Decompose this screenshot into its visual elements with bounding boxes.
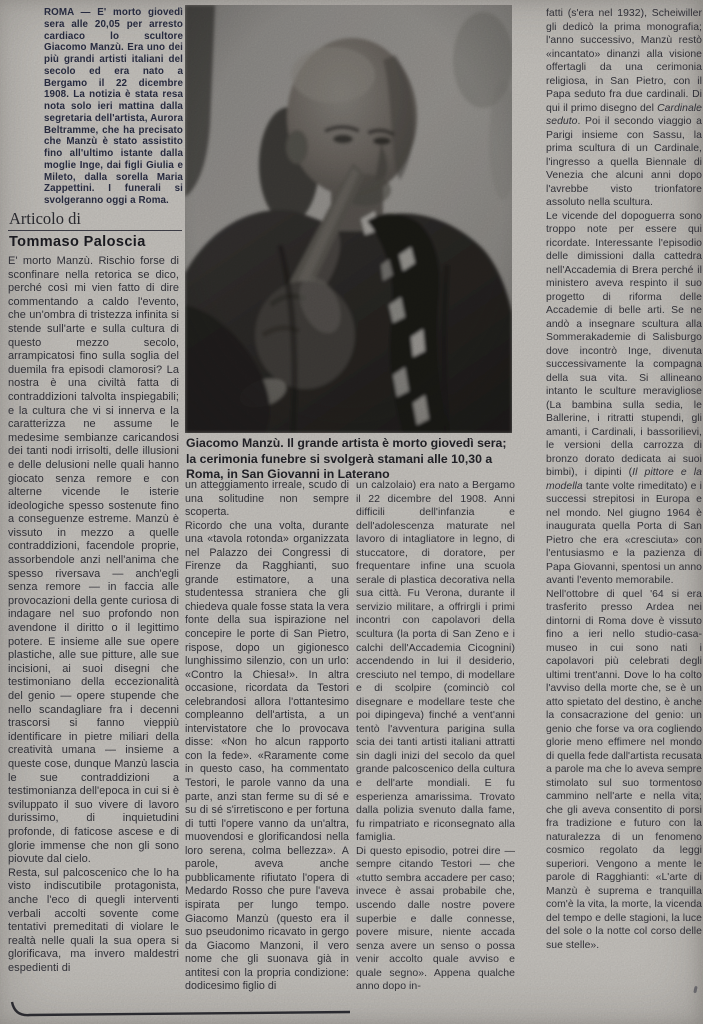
article-column-1	[8, 255, 179, 1011]
photo-manzu	[185, 5, 512, 433]
paragraph: Nell'ottobre di quel '64 si era trasferito presso Ardea nei dintorni di Roma dove è vissuto fino a ieri nello studio-casa-museo in cui sono nati i capolavori più celebrati degli ultimi trent'anni. Dove lo ha colto l'avviso della morte che, se è un atto spietato del destino, è anche la consacrazione del genio: un genio che forse va ora cogliendo glorie meno effimere nel mondo di quella fede dall'artista recusata a parole ma che lo aveva sempre stimolato sul suo tormentoso cammino nell'arte e nella vita; che gli aveva consentito di porsi fra tradizione e futuro con la naturalezza di un fenomeno cosmico regolato da leggi superiori. Vengono a mente le parole di Ragghianti: «L'arte di Manzù è suprema e tranquilla com'è la vita, la morte, la vicenda del tempo e delle stagioni, la luce del sole o la notte col corso delle sue stelle».	[546, 588, 702, 951]
paragraph: Ricordo che una volta, durante una «tavola rotonda» organizzata nel Palazzo dei Congressi di Firenze da Ragghianti, suo grande estimatore, a una studentessa straniera che gli chiedeva quale fosse stata la vera fonte della sua ispirazione nel concepire le porte di San Pietro, rispose, dopo un gigionesco lunghissimo silenzio, con un urlo: «Contro la Chiesa!». In altra occasione, ricordata da Testori celebrandosi allora l'ottantesimo compleanno dell'artista, a un intervistatore che lo provocava disse: «Non ho alcun rapporto con la fede». «Raramente come in questo caso, ha commentato Testori, le parole vanno da una parte, anzi stan ferme su di sé e su di sé s'irretiscono e per fortuna di tutti l'opere vanno da un'altra, muovendosi e glorificandosi nella loro serena, colma bellezza». A parole, aveva anche pubblicamente rifiutato l'opera di Medardo Rosso che pure l'aveva ispirata per lungo tempo. Giacomo Manzù (questo era il suo pseudonimo ricavato in gergo da Giacomo Manzoni, il vero nome che gli suonava già in antitesi con la propria condizione: dodicesimo figlio di	[185, 519, 349, 993]
paragraph: Resta, sul palcoscenico che lo ha visto indiscutibile protagonista, anche l'eco di quegli interventi verbali accolti sovente come tentativi premeditati di violare le realtà nelle quali la sua opera si glorificava, ma invero maldestri espedienti di	[8, 866, 179, 974]
bottom-rule	[8, 1000, 353, 1022]
article-column-4	[546, 7, 702, 1017]
paragraph: Le vicende del dopoguerra sono troppo note per essere qui ricordate. Interessante l'episodio delle dimissioni dalla cattedra nell'Accademia di Brera perché il ministero aveva respinto il suo progetto di riforma delle Accademie di belle arti. Se ne andò a insegnare scultura alla Sommerakademie di Salisburgo dove incontrò Inge, divenuta successivamente la compagna della sua vita. Si allineano intanto le sculture meravigliose (La bambina sulla sedia, le Ballerine, i ritratti stupendi, gli amanti, i Cardinali, i bassorilievi, le versioni della carrozza di bronzo dorato dedicata ai suoi bimbi), i dipinti (Il pittore e la modella tante volte rimeditato) e i successi strepitosi in Europa e nel mondo. Nel giugno 1964 è inaugurata quella Porta di San Pietro che era «cresciuta» con l'entusiasmo e la pazienza di Papa Giovanni, spentosi un anno avanti l'evento memorabile.	[546, 210, 702, 586]
paragraph: un atteggiamento irreale, scudo di una solitudine non sempre scoperta.	[185, 479, 349, 519]
article-column-2	[185, 479, 349, 1012]
paragraph: E' morto Manzù. Rischio forse di sconfinare nella retorica se dico, perché così mi vien fatto di dire commentando a caldo l'evento, che un'ombra di tristezza infinita si stende sull'arte e sulla cultura di questo mezzo secolo, arrampicatosi fino sulla soglia del duemila fra episodi clamorosi? La nostra è una civiltà fatta di contraddizioni talvolta inspiegabili; e la cultura che vi si innerva e la caratterizza ne assume le medesime sembianze caricandosi dei tanti nodi irrisolti, delle illusioni e delle delusioni nelle quali hanno giocato senza remore e con alterne vicende le isterie ideologiche spesso sostenute fino a conseguenze estreme. Manzù è vissuto in mezzo a quelle contraddizioni, facendole proprie, assorbendole anzi nell'anima che spesso riversava — anch'egli senza remore — in faccia alle provocazioni della gente curiosa di indagare nel suo profondo non avendone il diritto o il legittimo potere. E insieme alle sue opere plastiche, alle sue pitture, alle sue incisioni, ai suoi disegni che testimoniano della eccezionalità del genio — opere stupende che nello scandagliare fra i decenni trascorsi si fanno vieppiù identificare in pietre miliari della creatività umana — insieme a queste cose, dunque Manzù lascia le sue contraddizioni a testimonianza dell'epoca in cui si è sviluppato il suo vivere di lavoro durissimo, di inquietudini profonde, di faticose ascese e di glorie immense che non gli sono piovute dal cielo.	[8, 255, 179, 866]
byline-rule	[8, 230, 182, 231]
paragraph: fatti (s'era nel 1932), Scheiwiller gli dedicò la prima monografia; l'anno successivo, Manzù restò «incantato» dinanzi alla visione offertagli da una cerimonia religiosa, in San Pietro, con il Papa seduto fra due cardinali. Di qui il primo disegno del Cardinale seduto. Poi il secondo viaggio a Parigi insieme con Sassu, la prima scultura di un Cardinale, l'ingresso a quella Biennale di Venezia che alcuni anni dopo l'avrebbe visto trionfatore assoluto nella scultura.	[546, 8, 702, 208]
intro-paragraph: ROMA — E' morto giovedì sera alle 20,05 per arresto cardiaco lo scultore Giacomo Manzù. Era uno dei più grandi artisti italiani del secolo ed era nato a Bergamo il 22 dicembre 1908. La notizia è stata resa nota solo ieri mattina dalla segretaria dell'artista, Aurora Beltramme, che ha precisato che Manzù è stato assistito fino all'ultimo istante dalla moglie Inge, dai figli Giulia e Mileto, dalla sorella Maria Zappettini. I funerali si svolgeranno oggi a Roma.	[44, 7, 183, 206]
paragraph: un calzolaio) era nato a Bergamo il 22 dicembre del 1908. Anni difficili dell'infanzia e dell'adolescenza maturate nel lavoro di intagliatore in legno, di stuccatore, di doratore, per frequentare infine una scuola serale di plastica decorativa nella sua città. Fu Verona, durante il servizio militare, a offrirgli i primi incontri con capolavori della scultura (la porta di San Zeno e i calchi dell'Accademia Cicognini) accendendo in lui il desiderio, cresciuto nel tempo, di modellare e di scolpire (cominciò col disegnare e modellare teste che poi dipingeva) finché a vent'anni tentò l'avventura parigina sulla scia dei tanti artisti italiani attratti sin dagli inizi del secolo da quel grande palcoscenico della cultura e dell'arte mondiali. E fu esperienza amarissima. Trovato dalla polizia svenuto dalla fame, fu rimpatriato e riconsegnato alla famiglia.	[356, 479, 515, 844]
paragraph: Di questo episodio, potrei dire — sempre citando Testori — che «tutto sembra accadere per caso; invece è assai probabile che, uscendo dalle nostre povere superbie e dalle connesse, povere misure, niente accada senza avere un senso o possa venir accolto quale avviso e quale segno». Appena qualche anno dopo in-	[356, 844, 515, 993]
photo-caption: Giacomo Manzù. Il grande artista è morto giovedì sera; la cerimonia funebre si svolgerà stamani alle 10,30 a Roma, in San Giovanni in Laterano	[186, 436, 507, 481]
byline-label: Articolo di	[9, 209, 81, 228]
manzu-portrait-photo	[185, 5, 512, 433]
article-column-3	[356, 479, 515, 1012]
author-name: Tommaso Paloscia	[9, 234, 146, 250]
